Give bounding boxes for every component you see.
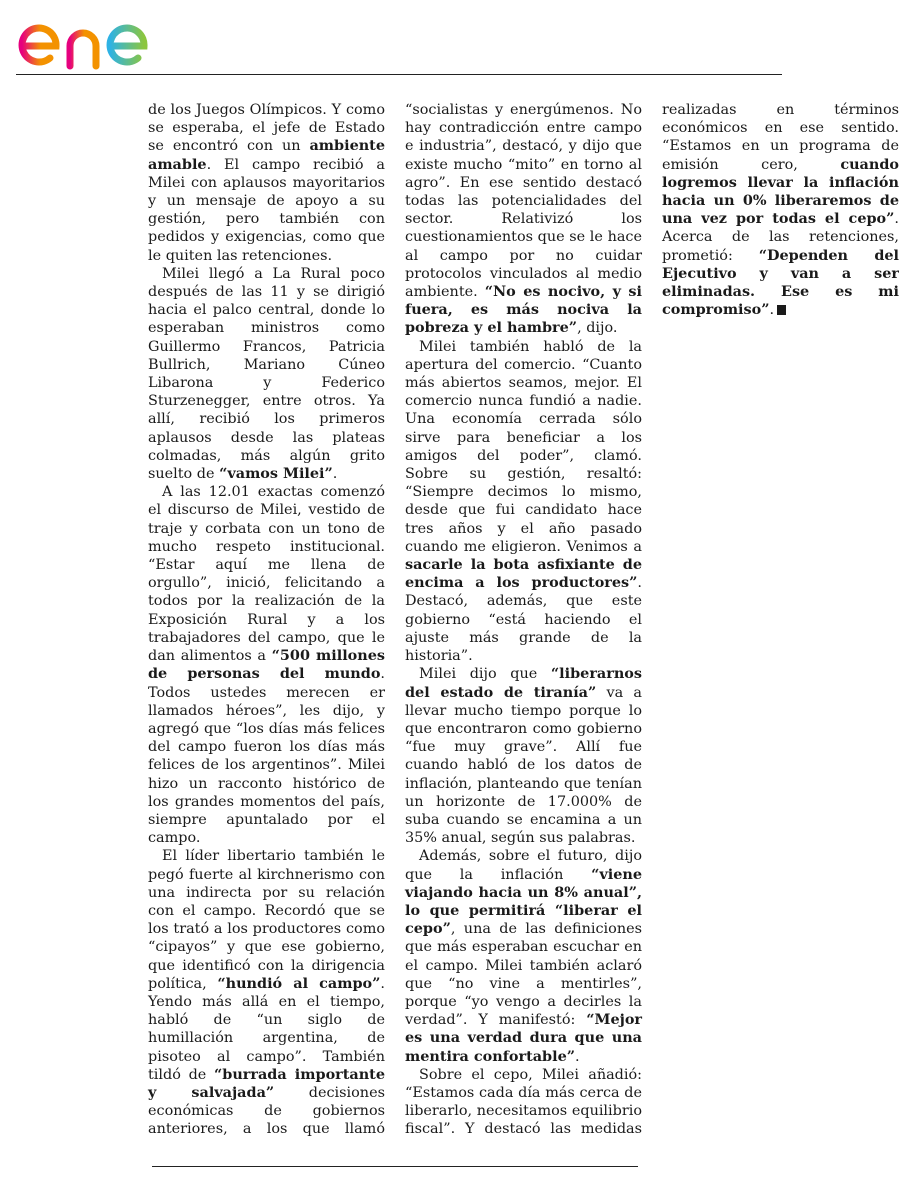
footer-rule bbox=[152, 1166, 638, 1167]
paragraph-text: va a llevar mucho tiempo porque lo que encontraron como gobierno “fue muy grave”. Allí fue cuando habló de los datos de inflación, planteando que tenían un horizonte de 17.000% de suba cuando se encamina a un 35% anual, según sus palabras. bbox=[405, 684, 642, 847]
highlighted-quote: ambiente amable bbox=[148, 137, 385, 173]
highlighted-quote: “burrada importante y salvajada” bbox=[148, 1065, 385, 1101]
paragraph-text: . El campo recibió a Milei con aplausos mayoritarios y un mensaje de apoyo a su gestión, pero también con pedidos y exigencias, como que le quiten las retenciones. bbox=[148, 156, 385, 264]
highlighted-quote: “viene viajando hacia un 8% anual”, lo que permitirá “liberar el cepo” bbox=[405, 865, 642, 938]
paragraph-text: A las 12.01 exactas comenzó el discurso de Milei, vestido de traje y corbata con un tono de mucho respeto institucional. “Estar aquí me llena de orgullo”, inició, felicitando a todos por la realización de la Exposición Rural y a los trabajadores del campo, que le dan alimentos a bbox=[148, 484, 385, 665]
end-of-article-mark bbox=[777, 305, 786, 315]
paragraph-text: de los Juegos Olímpicos. Y como se esperaba, el jefe de Estado se encontró con un bbox=[148, 102, 385, 155]
paragraph-text: Milei llegó a La Rural poco después de las 11 y se dirigió hacia el palco central, donde lo esperaban ministros como Guillermo Francos, Patricia Bullrich, Mariano Cúneo Libarona y Federico Sturzenegger, entre otros. Ya allí, recibió los primeros aplausos desde las plateas colmadas, más algún grito suelto de bbox=[148, 265, 385, 483]
article-paragraph bbox=[405, 847, 642, 1065]
article-paragraph bbox=[405, 665, 642, 847]
paragraph-text: . bbox=[769, 302, 775, 319]
highlighted-quote: “hundió al campo” bbox=[217, 974, 381, 992]
highlighted-quote: “500 millones de personas del mundo bbox=[148, 647, 385, 683]
article-paragraph bbox=[405, 338, 642, 666]
paragraph-text: . Destacó, además, que este gobierno “está haciendo el ajuste más grande de la historia”. bbox=[405, 575, 642, 665]
paragraph-text: . bbox=[575, 1048, 580, 1065]
paragraph-text: , una de las definiciones que más esperaban escuchar en el campo. Milei también aclaró que “no vine a mentirles”, porque “yo vengo a decirles la verdad”. Y manifestó: bbox=[405, 921, 642, 1029]
paragraph-text: Milei también habló de la apertura del comercio. “Cuanto más abiertos seamos, mejor. El comercio nunca fundió a nadie. Una economía cerrada sólo sirve para beneficiar a los amigos del poder”, clamó. Sobre su gestión, resaltó: “Siempre decimos lo mismo, desde que fui candidato hace tres años y el año pasado cuando me eligieron. Venimos a bbox=[405, 338, 642, 555]
header-rule bbox=[16, 74, 782, 75]
article-body bbox=[148, 101, 899, 1141]
paragraph-text: Milei dijo que bbox=[419, 666, 551, 683]
paragraph-text: . bbox=[332, 466, 338, 483]
paragraph-text: Sobre el cepo, Milei añadió: “Estamos cada día más cerca de liberarlo, necesitamos equilibrio fiscal”. Y destacó las medidas realizadas en términos económicos en ese sentido. “Estamos en un programa de emisión cero, bbox=[405, 102, 899, 1138]
paragraph-text: Además, sobre el futuro, dijo que la inflación bbox=[405, 848, 642, 883]
article-paragraph bbox=[148, 265, 385, 483]
article-paragraph bbox=[148, 483, 385, 847]
highlighted-quote: cuando logremos llevar la inflación hacia un 0% liberaremos de una vez por todas el cepo” bbox=[662, 155, 899, 228]
paragraph-text: . Todos ustedes merecen er llamados héroes”, les dijo, y agregó que “los días más felices del campo fueron los días más felices de los argentinos”. Milei hizo un racconto histórico de los grandes momentos del país, siempre apuntalado por el campo. bbox=[148, 666, 385, 847]
enel-logo bbox=[16, 8, 186, 72]
paragraph-text: , dijo. bbox=[577, 320, 618, 337]
highlighted-quote: “Dependen del Ejecutivo y van a ser eliminadas. Ese es mi compromiso” bbox=[662, 246, 899, 319]
highlighted-quote: “liberarnos del estado de tiranía” bbox=[405, 665, 642, 701]
paragraph-text: El líder libertario también le pegó fuerte al kirchnerismo con una indirecta por su relación con el campo. Recordó que se los trató a los productores como “cipayos” y que ese gobierno, que identificó con la dirigencia política, bbox=[148, 848, 385, 992]
paragraph-text: decisiones económicas de gobiernos anteriores, a los que llamó “socialistas y energúmenos. No hay contradicción entre campo e industria”, destacó, y dijo que existe mucho “mito” en torno al agro”. En ese sentido destacó todas las potencialidades del sector. Relativizó los cuestionamientos que se le hace al campo por no cuidar protocolos vinculados al medio ambiente. bbox=[148, 102, 642, 1138]
paragraph-text: . Acerca de las retenciones, prometió: bbox=[662, 211, 899, 264]
highlighted-quote: “No es nocivo, y si fuera, es más nociva la pobreza y el hambre” bbox=[405, 283, 642, 337]
article-paragraph bbox=[148, 101, 385, 265]
paragraph-text: . Yendo más allá en el tiempo, habló de “un siglo de humillación argentina, de pisoteo al campo”. También tildó de bbox=[148, 975, 385, 1083]
highlighted-quote: “Mejor es una verdad dura que una mentira confortable” bbox=[405, 1011, 642, 1065]
highlighted-quote: “vamos Milei” bbox=[219, 465, 333, 483]
highlighted-quote: sacarle la bota asfixiante de encima a los productores” bbox=[405, 556, 642, 592]
